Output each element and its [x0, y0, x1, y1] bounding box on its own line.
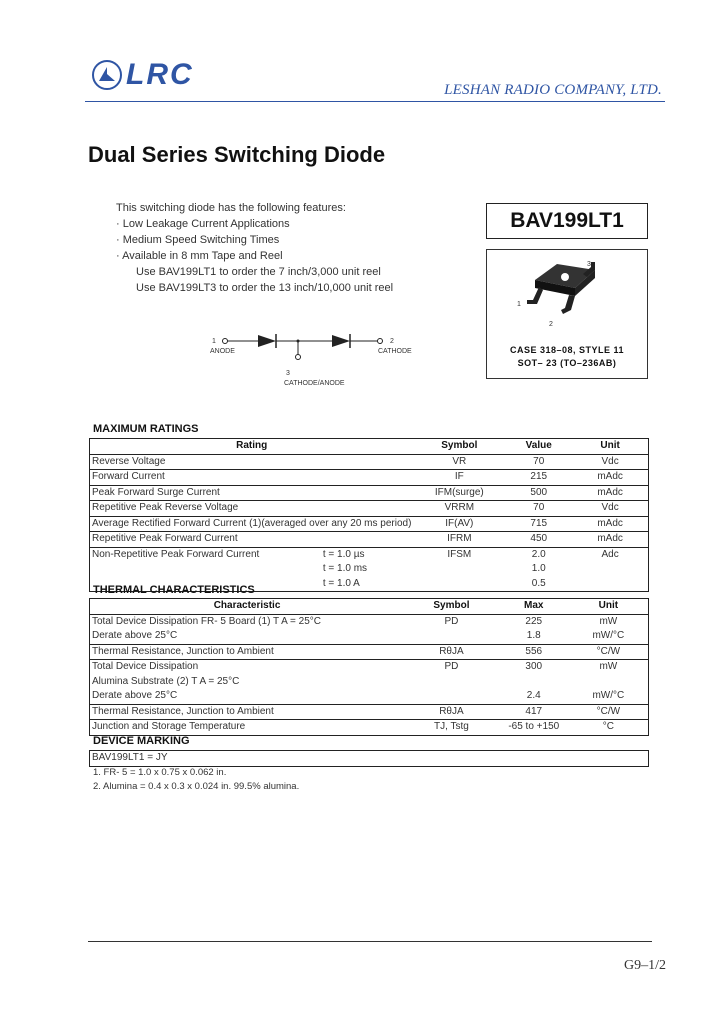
footnotes [93, 766, 299, 794]
col-header: Symbol [413, 439, 505, 455]
circuit-diagram [200, 325, 440, 395]
section-heading: THERMAL CHARACTERISTICS [93, 584, 255, 596]
anode-label: ANODE [210, 348, 235, 355]
table-row: Total Device Dissipation FR- 5 Board (1) T A = 25°C PD 225 mW [92, 615, 618, 627]
pin-label: 1 [212, 338, 216, 345]
table-row: t = 1.0 A 0.5 [322, 577, 546, 589]
cathode-anode-label: CATHODE/ANODE [284, 380, 345, 387]
thermal-table [89, 598, 649, 736]
feature-item: · Low Leakage Current Applications [116, 218, 290, 230]
feature-subitem: Use BAV199LT1 to order the 7 inch/3,000 unit reel [136, 266, 381, 278]
table-row [90, 751, 649, 767]
col-header: Symbol [404, 599, 499, 615]
header-divider [85, 101, 665, 102]
pin-label: 2 [549, 321, 553, 328]
features-intro: This switching diode has the following features: [116, 202, 346, 214]
table-row: Forward Current IF 215 mAdc [90, 470, 649, 486]
table-row: Average Rectified Forward Current (1)(averaged over any 20 ms period) IF(AV) 715 mAdc [90, 516, 649, 532]
table-row: Alumina Substrate (2) T A = 25°C [92, 675, 240, 687]
table-row: Derate above 25°C 1.8 mW/°C [90, 629, 649, 644]
diode-icon [332, 335, 350, 347]
pin-label: 3 [587, 261, 591, 268]
page-title: Dual Series Switching Diode [88, 142, 386, 167]
device-marking-value: BAV199LT1 = JY [92, 752, 168, 764]
table-row: Reverse Voltage VR 70 Vdc [90, 454, 649, 470]
col-header: Unit [569, 599, 649, 615]
case-line: SOT– 23 (TO–236AB) [517, 358, 617, 368]
section-heading: MAXIMUM RATINGS [93, 423, 199, 435]
diode-icon [258, 335, 276, 347]
features-list [116, 200, 393, 296]
table-row: Non-Repetitive Peak Forward Current t = 1.0 µs IFSM 2.0 Adc [92, 548, 619, 560]
case-line: CASE 318–08, STYLE 11 [509, 345, 625, 355]
table-row: Peak Forward Surge Current IFM(surge) 500 mAdc [90, 485, 649, 501]
table-row: Derate above 25°C 2.4 mW/°C [90, 689, 649, 704]
company-name: LESHAN RADIO COMPANY, LTD. [444, 82, 662, 98]
col-header: Characteristic [90, 599, 405, 615]
table-row: Thermal Resistance, Junction to Ambient RθJA 556 °C/W [90, 644, 649, 660]
col-header: Unit [572, 439, 648, 455]
feature-item: · Available in 8 mm Tape and Reel [116, 250, 283, 262]
footnote: 2. Alumina = 0.4 x 0.3 x 0.024 in. 99.5% alumina. [93, 781, 300, 792]
feature-subitem: Use BAV199LT3 to order the 13 inch/10,000 unit reel [136, 282, 394, 294]
col-header: Rating [90, 439, 414, 455]
lrc-logo [92, 58, 212, 94]
pin-label: 2 [390, 338, 394, 345]
part-number-box: BAV199LT1 [486, 203, 648, 239]
max-ratings-table [89, 438, 649, 592]
sot23-package-icon [487, 250, 647, 345]
footer-divider [88, 941, 652, 942]
pin-label: 1 [517, 301, 521, 308]
table-row: Repetitive Peak Forward Current IFRM 450 mAdc [90, 532, 649, 548]
logo-emblem-icon [92, 60, 122, 90]
table-row: Thermal Resistance, Junction to Ambient RθJA 417 °C/W [90, 704, 649, 720]
device-marking-table [89, 750, 649, 767]
col-header: Value [505, 439, 572, 455]
page-number: G9–1/2 [624, 958, 666, 973]
footnote: 1. FR- 5 = 1.0 x 0.75 x 0.062 in. [93, 767, 227, 778]
feature-item: · Medium Speed Switching Times [116, 234, 280, 246]
pin-label: 3 [286, 370, 290, 377]
table-row: Junction and Storage Temperature TJ, Tstg -65 to +150 °C [92, 721, 614, 733]
section-heading: DEVICE MARKING [93, 735, 190, 747]
cathode-label: CATHODE [378, 348, 412, 355]
table-row: Repetitive Peak Reverse Voltage VRRM 70 Vdc [90, 501, 649, 517]
col-header: Max [499, 599, 569, 615]
table-row: t = 1.0 ms 1.0 [322, 563, 546, 575]
table-row: Total Device Dissipation PD 300 mW [92, 661, 618, 673]
case-description [486, 344, 648, 370]
logo-text: LRC [126, 58, 194, 91]
